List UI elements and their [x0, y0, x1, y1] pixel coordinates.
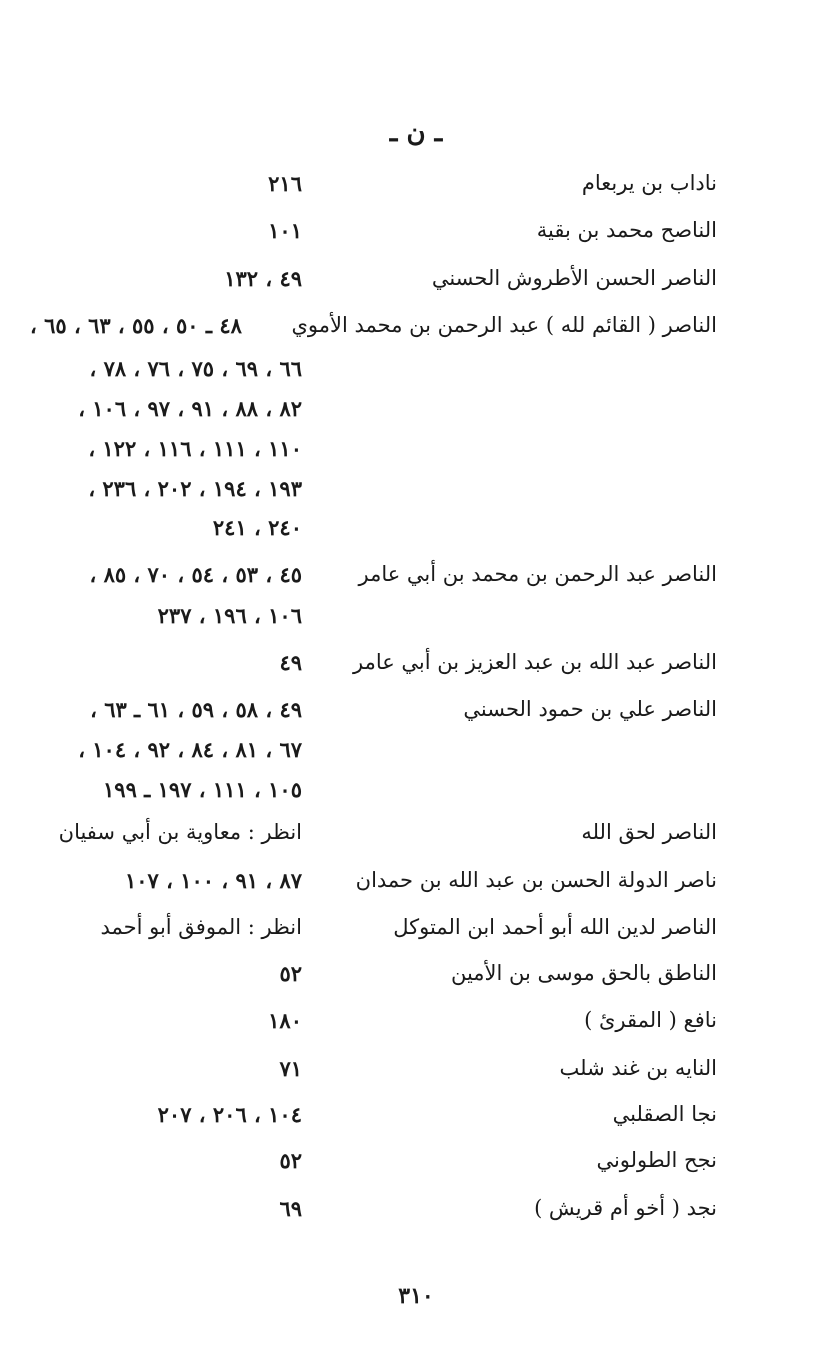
entry-name: نجا الصقلبي — [612, 1102, 717, 1126]
entry-pages: ١٠٦ ، ١٩٦ ، ٢٣٧ — [157, 603, 302, 628]
entry-name: ناصر الدولة الحسن بن عبد الله بن حمدان — [355, 868, 717, 892]
entry-pages: ٤٩ ، ١٣٢ — [224, 266, 302, 291]
entry-pages: ١٠٥ ، ١١١ ، ١٩٧ ـ ١٩٩ — [103, 777, 302, 802]
entry-pages: ٤٩ ، ٥٨ ، ٥٩ ، ٦١ ـ ٦٣ ، — [90, 697, 302, 722]
entry-pages: ٦٦ ، ٦٩ ، ٧٥ ، ٧٦ ، ٧٨ ، — [89, 356, 302, 381]
entry-pages: ٥٢ — [279, 961, 302, 986]
entry-pages: ٦٧ ، ٨١ ، ٨٤ ، ٩٢ ، ١٠٤ ، — [78, 737, 302, 762]
entry-pages: ٥٢ — [279, 1148, 302, 1173]
entry-pages: ٨٧ ، ٩١ ، ١٠٠ ، ١٠٧ — [124, 868, 302, 893]
entry-pages: ٨٢ ، ٨٨ ، ٩١ ، ٩٧ ، ١٠٦ ، — [78, 396, 302, 421]
entry-name: الناصر لحق الله — [581, 820, 717, 844]
entry-name: الناصر لدين الله أبو أحمد ابن المتوكل — [393, 915, 717, 939]
entry-name: الناصر عبد الرحمن بن محمد بن أبي عامر — [358, 562, 717, 586]
entry-pages: ٢٤٠ ، ٢٤١ — [212, 515, 302, 540]
entry-name: الناصر عبد الله بن عبد العزيز بن أبي عامر — [352, 650, 717, 674]
page-number: ٣١٠ — [398, 1283, 434, 1309]
entry-cross-reference: انظر : معاوية بن أبي سفيان — [58, 820, 302, 844]
entry-name: الناصر الحسن الأطروش الحسني — [431, 266, 717, 290]
entry-pages: ١٠١ — [268, 218, 302, 243]
entry-pages: ١٩٣ ، ١٩٤ ، ٢٠٢ ، ٢٣٦ ، — [88, 476, 302, 501]
entry-pages: ٤٥ ، ٥٣ ، ٥٤ ، ٧٠ ، ٨٥ ، — [89, 562, 302, 587]
entry-name: نجد ( أخو أم قريش ) — [534, 1196, 717, 1220]
entry-pages: ٧١ — [279, 1056, 302, 1081]
section-letter-heading: ـ ن ـ — [389, 118, 443, 148]
entry-pages: ١٠٤ ، ٢٠٦ ، ٢٠٧ — [157, 1102, 302, 1127]
entry-cross-reference: انظر : الموفق أبو أحمد — [100, 915, 302, 939]
entry-pages: ٤٨ ـ ٥٠ ، ٥٥ ، ٦٣ ، ٦٥ ، — [30, 313, 242, 338]
entry-name: الناصر ( القائم لله ) عبد الرحمن بن محمد الأموي — [291, 313, 717, 337]
entry-pages: ٤٩ — [279, 650, 302, 675]
entry-name: الناطق بالحق موسى بن الأمين — [450, 961, 717, 985]
entry-name: النايه بن غند شلب — [559, 1056, 717, 1080]
entry-pages: ٦٩ — [279, 1196, 302, 1221]
entry-pages: ١١٠ ، ١١١ ، ١١٦ ، ١٢٢ ، — [88, 436, 302, 461]
entry-name: الناصر علي بن حمود الحسني — [463, 697, 717, 721]
entry-pages: ٢١٦ — [268, 171, 302, 196]
entry-name: ناداب بن يربعام — [581, 171, 717, 195]
entry-pages: ١٨٠ — [268, 1008, 302, 1033]
entry-name: نجح الطولوني — [596, 1148, 717, 1172]
entry-name: الناصح محمد بن بقية — [536, 218, 717, 242]
entry-name: نافع ( المقرئ ) — [584, 1008, 717, 1032]
